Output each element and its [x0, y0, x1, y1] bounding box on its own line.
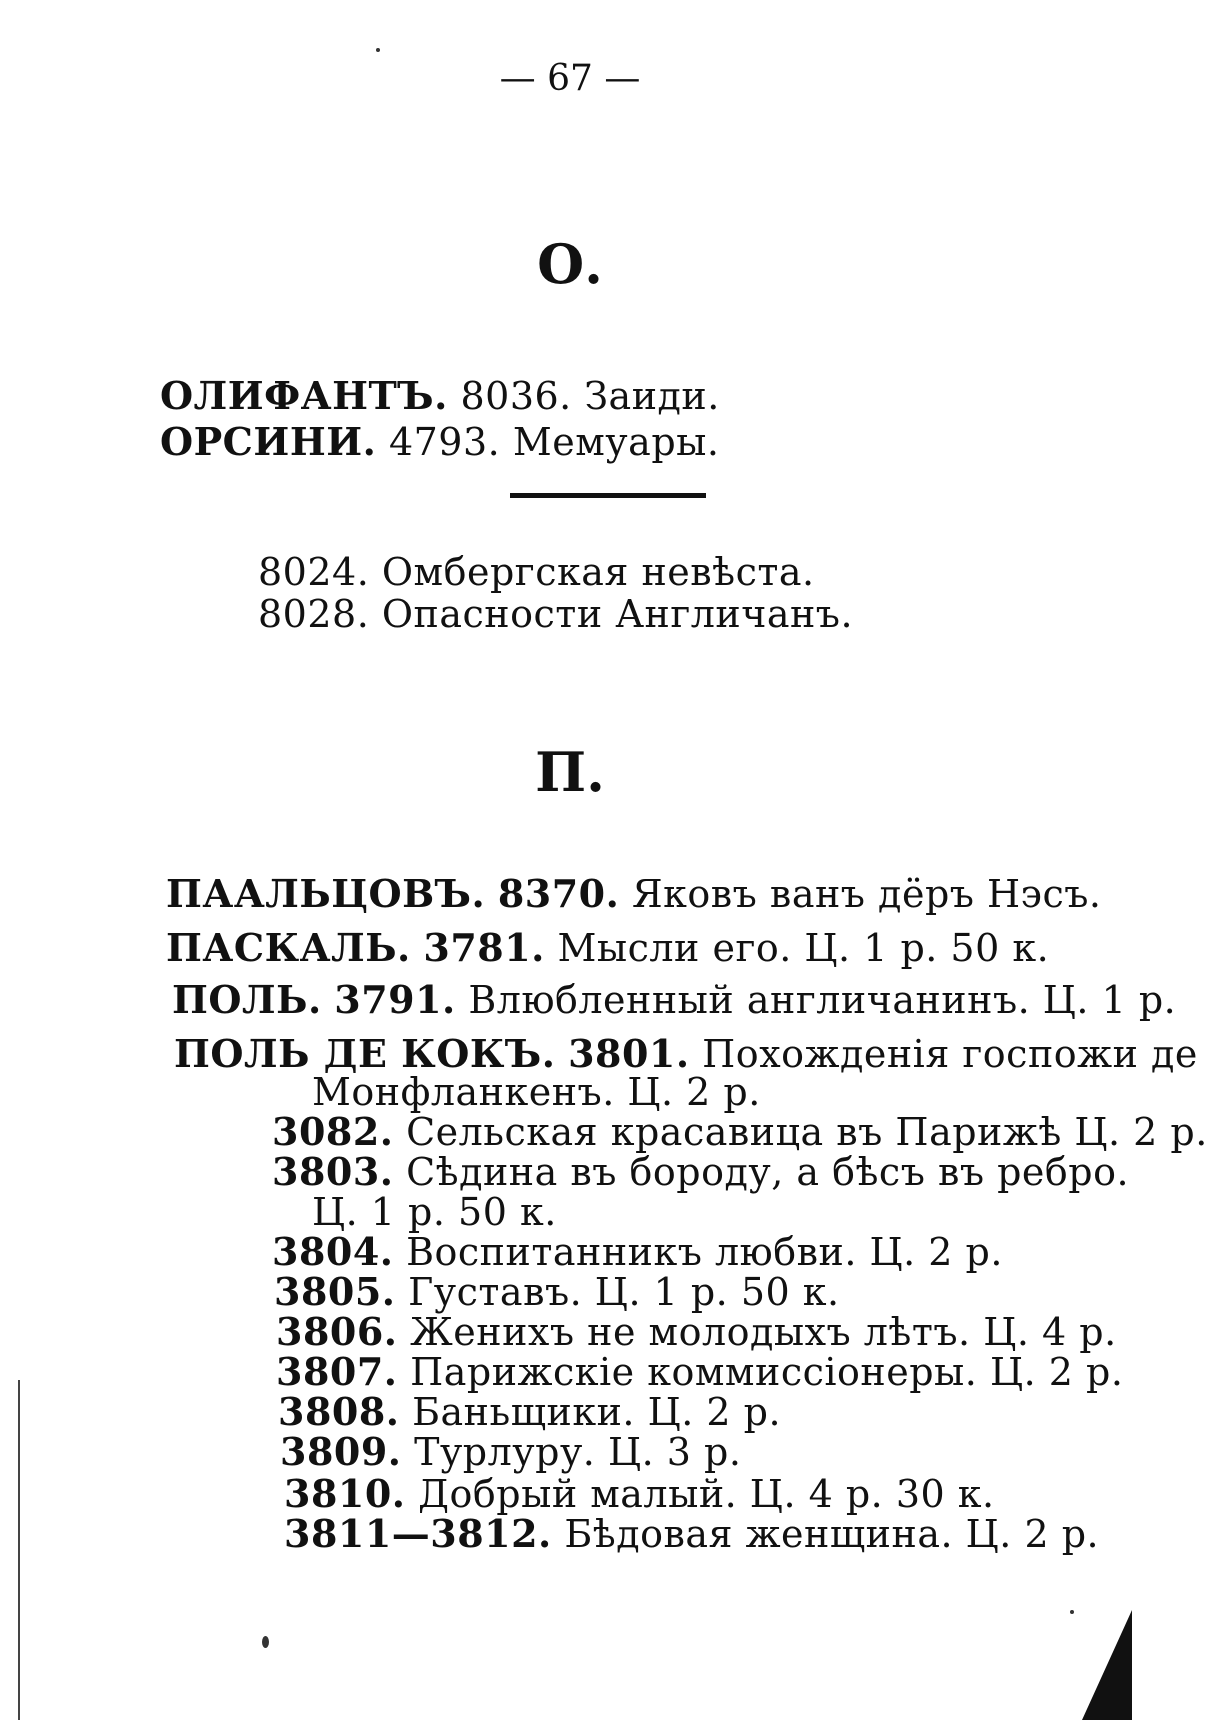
entry-number: 4793.: [388, 420, 501, 464]
entry-number: 3803.: [272, 1149, 394, 1194]
ink-speck: [1070, 1610, 1074, 1614]
sub-entry: [272, 1230, 1003, 1274]
catalog-entry: [166, 926, 1049, 970]
anonymous-entry: [258, 550, 815, 594]
entry-author: ОРСИНИ.: [160, 419, 377, 464]
sub-entry: [276, 1310, 1117, 1354]
entry-number: 3082.: [272, 1109, 394, 1154]
sub-entry: [278, 1390, 781, 1434]
entry-title: Мысли его. Ц. 1 р. 50 к.: [557, 926, 1050, 970]
entry-author: ПААЛЬЦОВЪ.: [166, 871, 486, 916]
sub-entry: [280, 1430, 741, 1474]
entry-title: Турлуру. Ц. 3 р.: [414, 1430, 742, 1474]
entry-title: Похожденія госпожи де: [702, 1032, 1198, 1076]
entry-title: Заиди.: [584, 374, 720, 418]
entry-title: Сѣдина въ бороду, а бѣсъ въ ребро.: [406, 1150, 1130, 1194]
entry-title: Добрый малый. Ц. 4 р. 30 к.: [418, 1472, 995, 1516]
entry-author: ОЛИФАНТЪ.: [160, 373, 448, 418]
entry-title: Воспитанникъ любви. Ц. 2 р.: [406, 1230, 1003, 1274]
entry-number: 3808.: [278, 1389, 400, 1434]
catalog-entry: [166, 872, 1101, 916]
entry-author: ПАСКАЛЬ.: [166, 925, 411, 970]
entry-title: Яковъ ванъ дёръ Нэсъ.: [631, 872, 1102, 916]
scan-corner-mark: [1082, 1610, 1132, 1720]
entry-number: 8024.: [258, 550, 370, 594]
continuation-text: Ц. 1 р. 50 к.: [312, 1190, 557, 1234]
ink-speck: [262, 1636, 269, 1648]
sub-entry: [276, 1350, 1123, 1394]
entry-number: 8370.: [497, 871, 620, 916]
entry-title: Мемуары.: [512, 420, 720, 464]
entry-author: ПОЛЬ.: [172, 977, 322, 1022]
entry-number: 3791.: [334, 977, 456, 1022]
section-divider: [510, 493, 706, 498]
entry-author: ПОЛЬ ДЕ КОКЪ.: [174, 1031, 556, 1076]
entry-title: Опасности Англичанъ.: [381, 592, 854, 636]
sub-entry: [274, 1270, 840, 1314]
entry-number: 8028.: [258, 592, 370, 636]
sub-entry: [284, 1512, 1099, 1556]
catalog-entry: [160, 420, 719, 464]
ink-speck: [376, 48, 380, 52]
section-heading-p: П.: [535, 740, 605, 804]
continuation-text: Монфланкенъ. Ц. 2 р.: [312, 1070, 761, 1114]
entry-title: Густавъ. Ц. 1 р. 50 к.: [408, 1270, 840, 1314]
entry-number: 3810.: [284, 1471, 406, 1516]
entry-continuation: [312, 1070, 761, 1114]
page-number: — 67 —: [499, 58, 641, 99]
entry-number: 3809.: [280, 1429, 402, 1474]
sub-entry: [272, 1110, 1208, 1154]
sub-entry: [284, 1472, 995, 1516]
entry-title: Влюбленный англичанинъ. Ц. 1 р.: [468, 978, 1177, 1022]
entry-number: 8036.: [460, 374, 572, 418]
entry-number: 3811—3812.: [284, 1511, 552, 1556]
entry-title: Сельская красавица въ Парижѣ Ц. 2 р.: [406, 1110, 1208, 1154]
entry-title: Женихъ не молодыхъ лѣтъ. Ц. 4 р.: [410, 1310, 1117, 1354]
entry-number: 3806.: [276, 1309, 398, 1354]
catalog-entry: [172, 978, 1176, 1022]
entry-number: 3781.: [423, 925, 545, 970]
entry-continuation: [312, 1190, 557, 1234]
catalog-entry: [160, 374, 720, 418]
entry-number: 3807.: [276, 1349, 398, 1394]
entry-title: Бѣдовая женщина. Ц. 2 р.: [564, 1512, 1100, 1556]
entry-title: Омбергская невѣста.: [381, 550, 815, 594]
scan-edge-line: [18, 1380, 20, 1720]
entry-title: Парижскіе коммиссіонеры. Ц. 2 р.: [410, 1350, 1124, 1394]
entry-number: 3805.: [274, 1269, 396, 1314]
section-heading-o: О.: [537, 232, 603, 296]
anonymous-entry: [258, 592, 853, 636]
sub-entry: [272, 1150, 1129, 1194]
entry-title: Баньщики. Ц. 2 р.: [412, 1390, 782, 1434]
entry-number: 3801.: [568, 1031, 690, 1076]
entry-number: 3804.: [272, 1229, 394, 1274]
